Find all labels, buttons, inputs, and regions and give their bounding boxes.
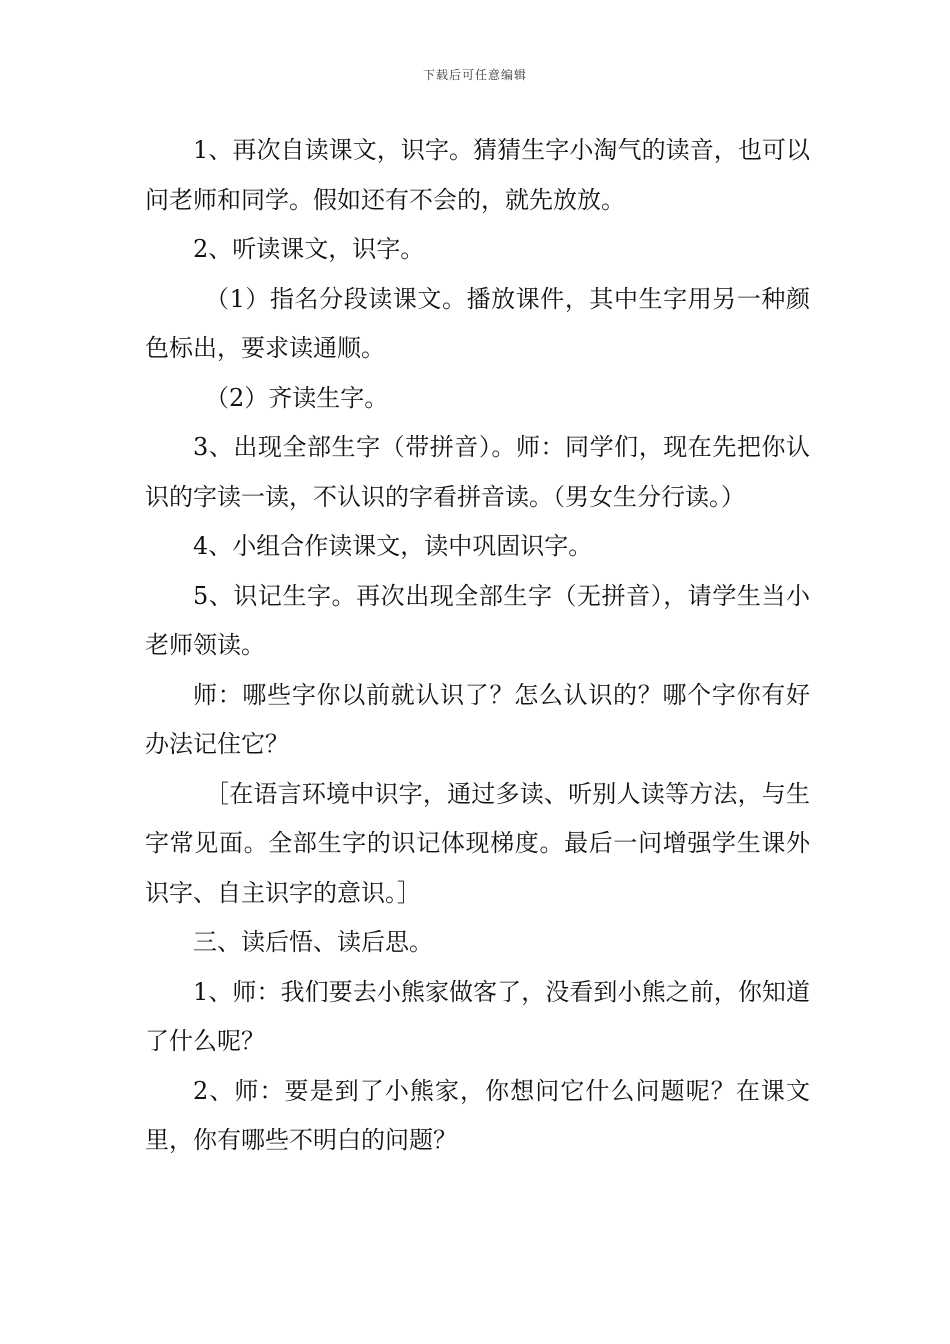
paragraph-2: 2、听读课文，识字。 — [193, 235, 425, 263]
page-header-note: 下载后可任意编辑 — [422, 68, 527, 82]
paragraph-3: （1）指名分段读课文。播放课件，其中生字用另一种颜色标出，要求读通顺。 — [145, 284, 810, 362]
paragraph-9: ［在语言环境中识字，通过多读、听别人读等方法，与生字常见面。全部生字的识记体现梯度。最后一问增强学生课外识字、自主识字的意识。］ — [145, 779, 810, 907]
paragraph-11: 1、师：我们要去小熊家做客了，没看到小熊之前，你知道了什么呢？ — [145, 977, 810, 1055]
paragraph-5: 3、出现全部生字（带拼音）。师：同学们，现在先把你认识的字读一读，不认识的字看拼音读。（男女生分行读。） — [145, 433, 810, 511]
paragraph-1: 1、再次自读课文，识字。猜猜生字小淘气的读音，也可以问老师和同学。假如还有不会的，就先放放。 — [145, 136, 810, 214]
paragraph-6: 4、小组合作读课文，读中巩固识字。 — [193, 532, 593, 560]
paragraph-4: （2）齐读生字。 — [205, 383, 389, 412]
document-body — [145, 126, 810, 1166]
paragraph-10: 三、读后悟、读后思。 — [193, 928, 433, 956]
paragraph-7: 5、识记生字。再次出现全部生字（无拼音），请学生当小老师领读。 — [145, 581, 810, 659]
paragraph-8: 师：哪些字你以前就认识了？怎么认识的？哪个字你有好办法记住它？ — [145, 680, 810, 758]
paragraph-12: 2、师：要是到了小熊家，你想问它什么问题呢？在课文里，你有哪些不明白的问题？ — [145, 1076, 810, 1154]
